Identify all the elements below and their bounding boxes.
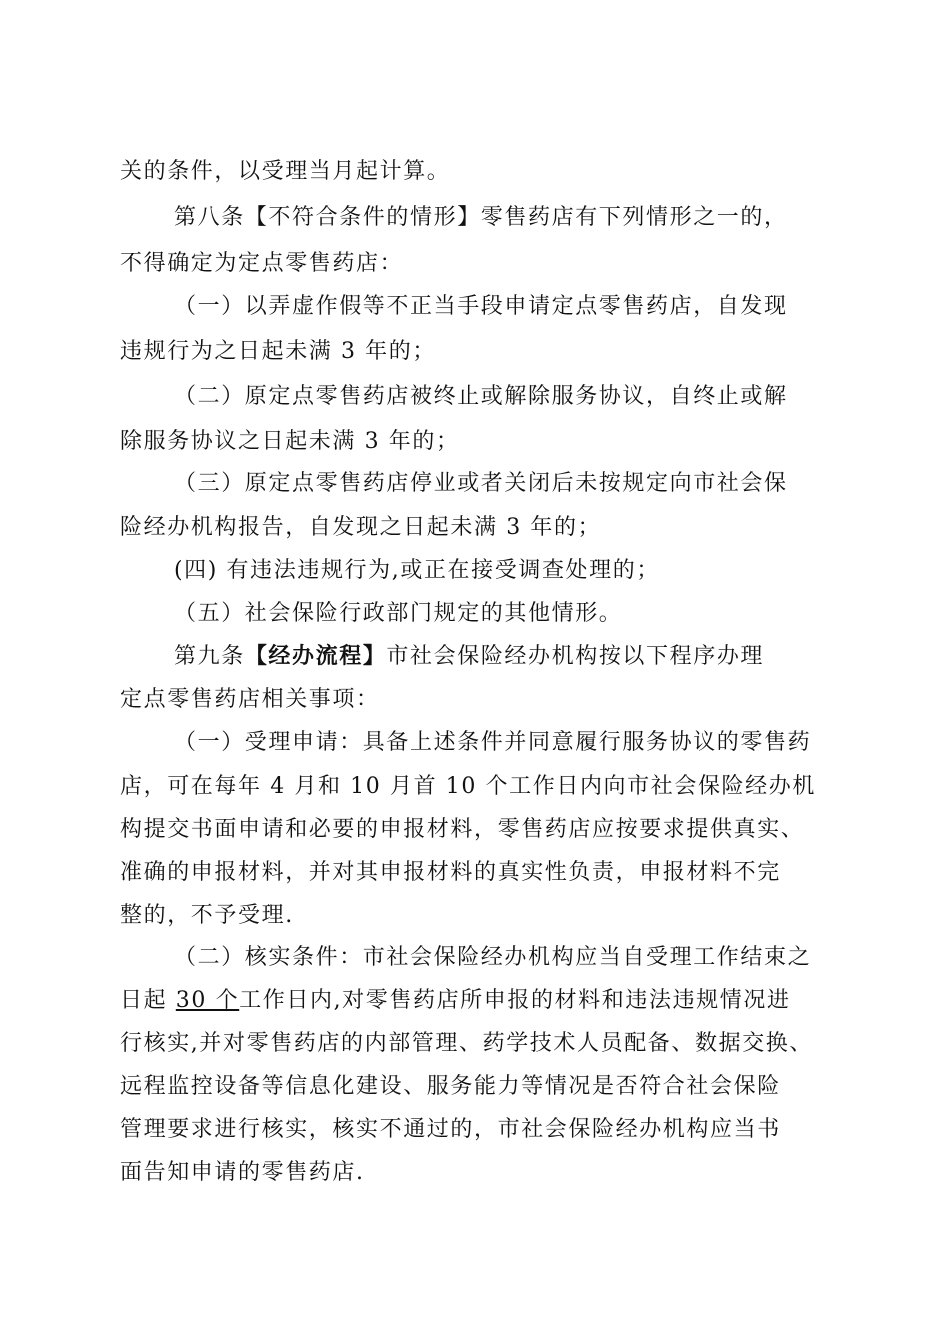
- list-item-5: （五）社会保险行政部门规定的其他情形。: [174, 601, 623, 626]
- list-item-4: (四) 有违法违规行为,或正在接受调查处理的；: [174, 558, 660, 583]
- procedure-step-1: （一）受理申请：具备上述条件并同意履行服务协议的零售药: [174, 730, 812, 755]
- day-rest: 工作日内,对零售药店所申报的材料和违法违规情况进: [239, 988, 791, 1013]
- paragraph-line: 构提交书面申请和必要的申报材料，零售药店应按要求提供真实、: [120, 817, 805, 842]
- paragraph-line: [120, 986, 791, 1016]
- paragraph-line: 准确的申报材料，并对其申报材料的真实性负责，申报材料不完: [120, 860, 781, 885]
- paragraph-line: 远程监控设备等信息化建设、服务能力等情况是否符合社会保险: [120, 1074, 781, 1099]
- list-item-1: （一）以弄虚作假等不正当手段申请定点零售药店，自发现: [174, 294, 788, 319]
- paragraph-line: 管理要求进行核实，核实不通过的，市社会保险经办机构应当书: [120, 1117, 781, 1142]
- list-item-3: （三）原定点零售药店停业或者关闭后未按规定向市社会保: [174, 471, 788, 496]
- paragraph-line: 整的，不予受理.: [120, 903, 294, 928]
- paragraph-line: 违规行为之日起未满 3 年的；: [120, 339, 436, 364]
- paragraph-line: 除服务协议之日起未满 3 年的；: [120, 429, 460, 454]
- article-text: 市社会保险经办机构按以下程序办理: [386, 644, 765, 669]
- paragraph-line: 定点零售药店相关事项：: [120, 687, 380, 712]
- article-number: 第九条: [174, 644, 245, 669]
- list-item-2: （二）原定点零售药店被终止或解除服务协议，自终止或解: [174, 384, 788, 409]
- day-prefix: 日起: [120, 988, 176, 1013]
- underlined-days: 30 个: [175, 988, 240, 1013]
- article-8-heading: 第八条【不符合条件的情形】零售药店有下列情形之一的，: [174, 205, 788, 230]
- article-title: 【经办流程】: [244, 643, 387, 669]
- paragraph-line: 关的条件，以受理当月起计算。: [120, 159, 451, 184]
- paragraph-line: 店，可在每年 4 月和 10 月首 10 个工作日内向市社会保险经办机: [120, 774, 816, 799]
- article-9-heading: [174, 641, 764, 672]
- procedure-step-2: （二）核实条件：市社会保险经办机构应当自受理工作结束之: [174, 945, 812, 970]
- paragraph-line: 险经办机构报告，自发现之日起未满 3 年的；: [120, 515, 602, 540]
- paragraph-line: 不得确定为定点零售药店：: [120, 251, 404, 276]
- paragraph-line: 行核实,并对零售药店的内部管理、药学技术人员配备、数据交换、: [120, 1031, 813, 1056]
- paragraph-line: 面告知申请的零售药店.: [120, 1160, 365, 1185]
